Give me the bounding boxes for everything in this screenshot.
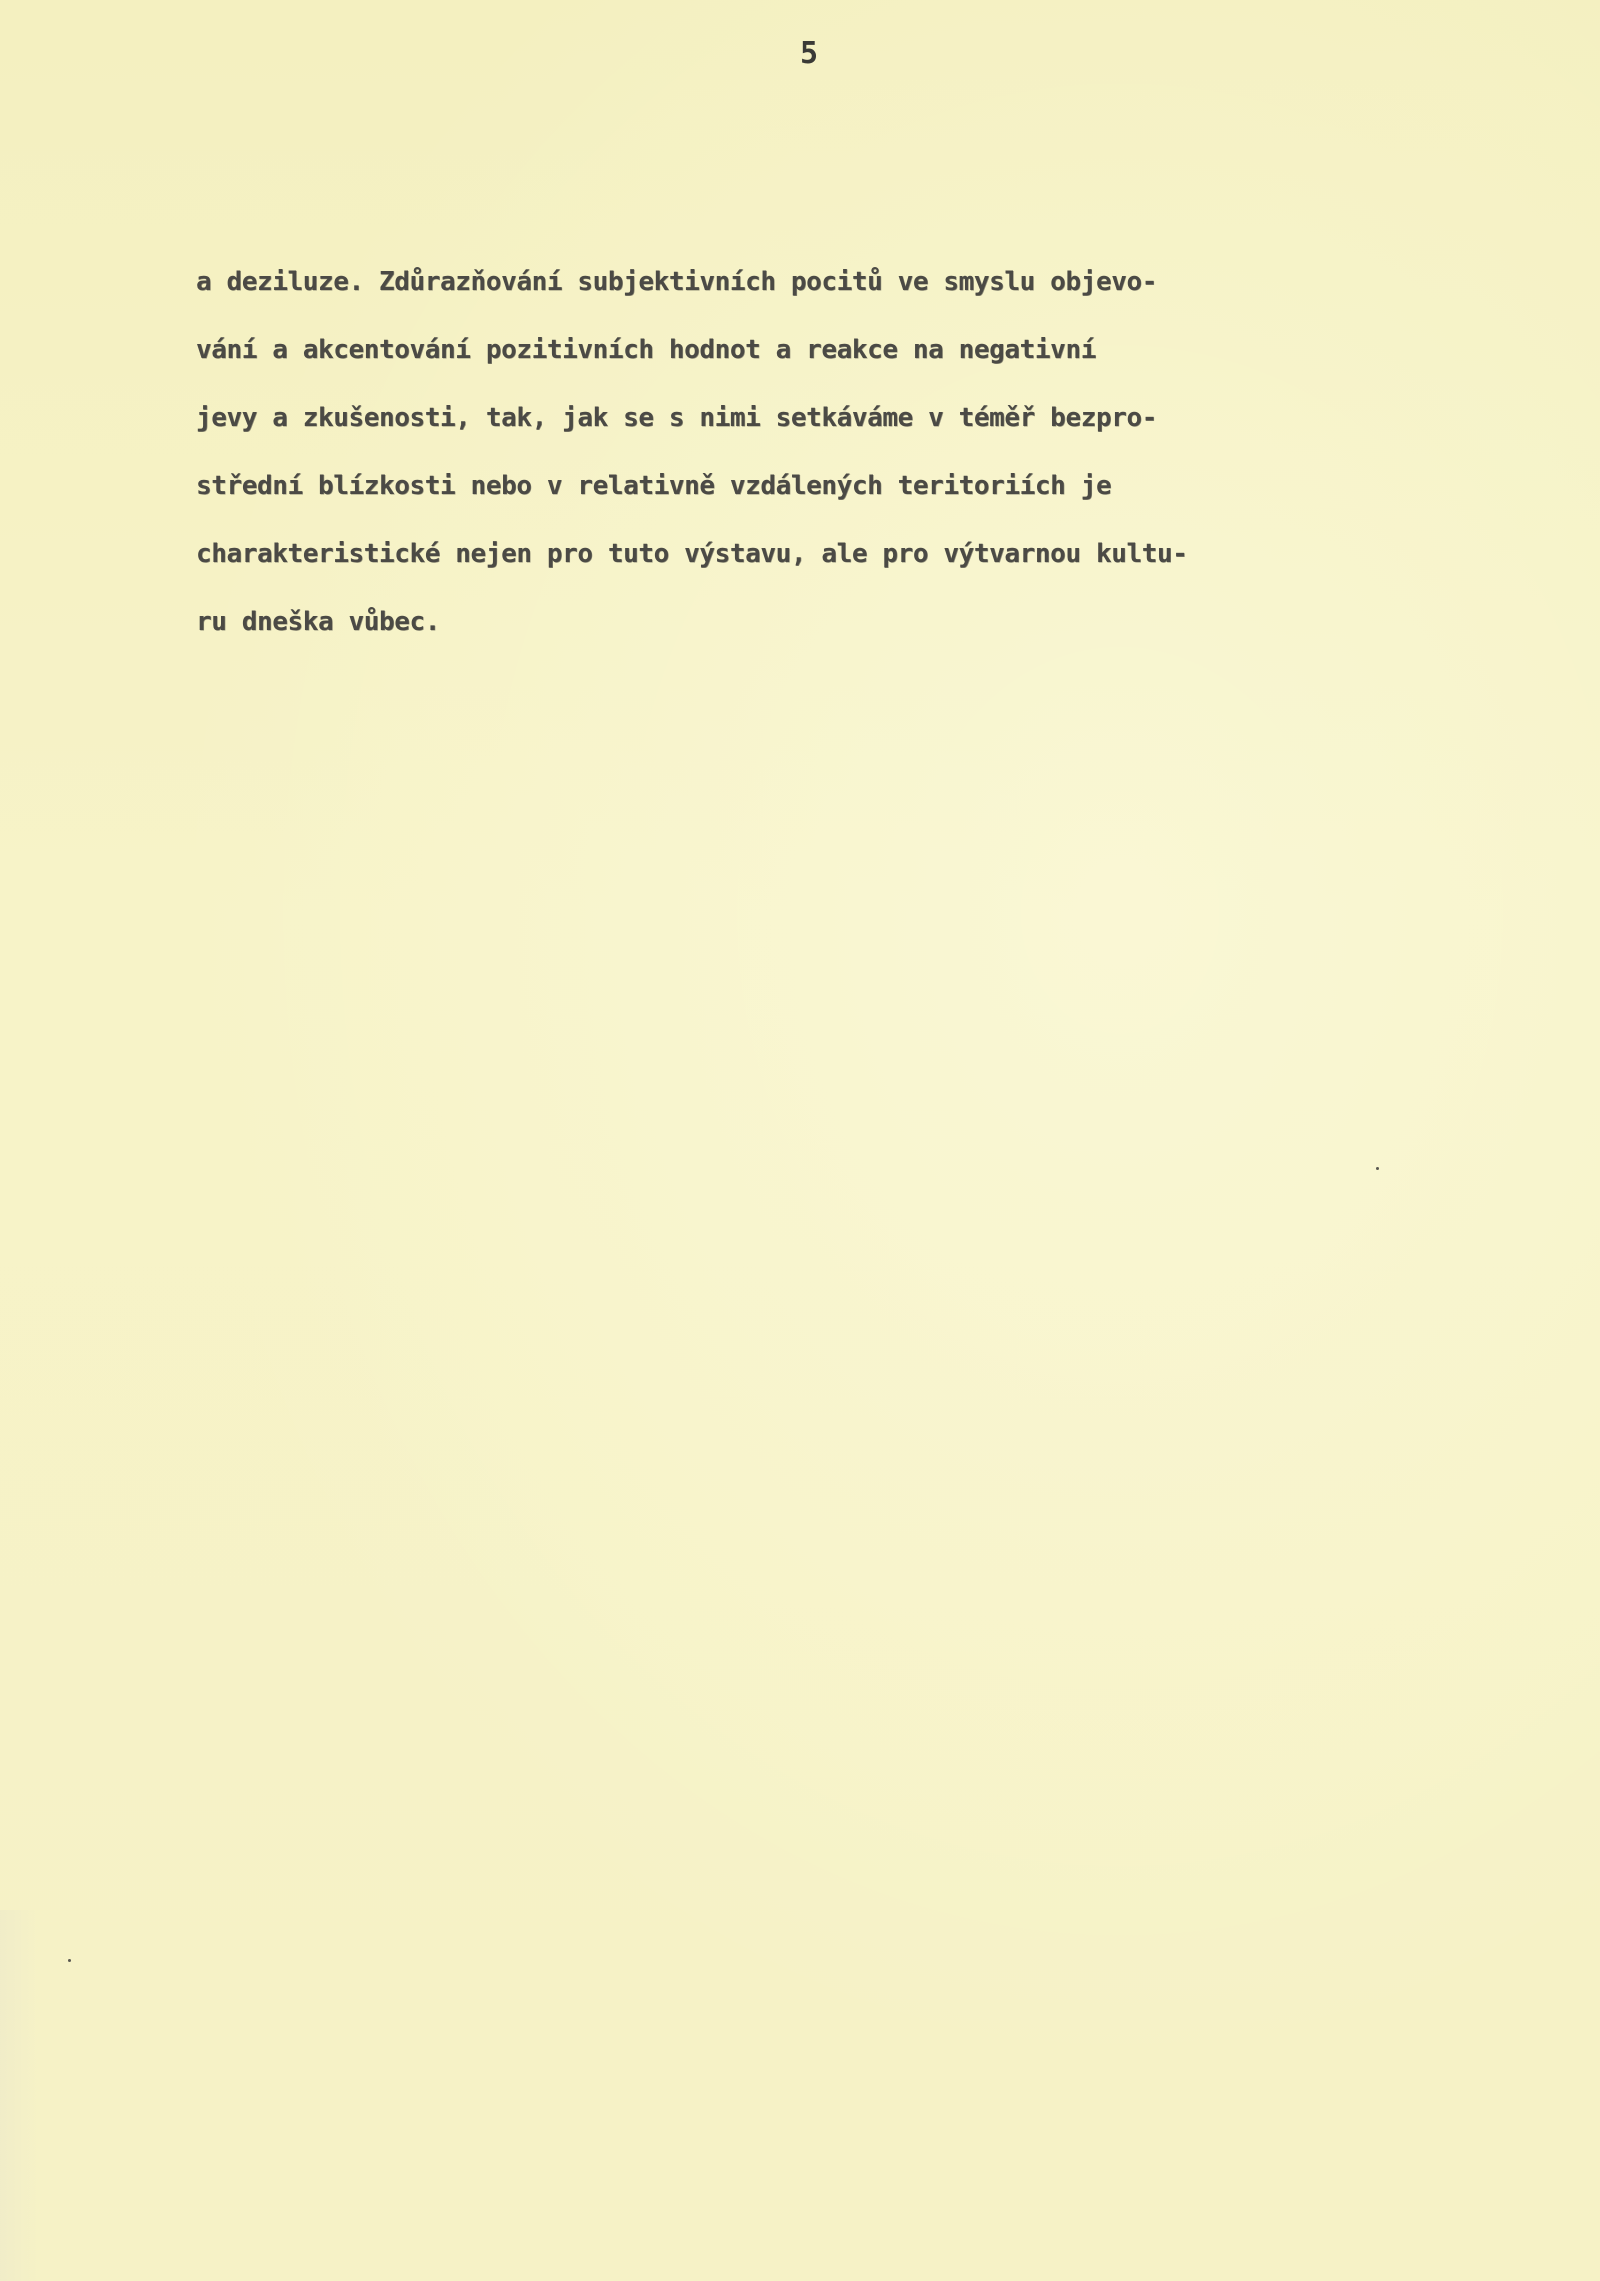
paragraph-line: jevy a zkušenosti, tak, jak se s nimi setkáváme v téměř bezpro- xyxy=(196,403,1157,433)
paper-speck xyxy=(1376,1167,1379,1170)
paper-fold-shadow xyxy=(0,1910,40,2281)
paragraph-line: střední blízkosti nebo v relativně vzdálených teritoriích je xyxy=(196,471,1112,501)
paragraph-line: charakteristické nejen pro tuto výstavu, ale pro výtvarnou kultu- xyxy=(196,539,1188,569)
paragraph-line: a deziluze. Zdůrazňování subjektivních pocitů ve smyslu objevo- xyxy=(196,267,1157,297)
paragraph-line: vání a akcentování pozitivních hodnot a reakce na negativní xyxy=(196,335,1096,365)
paragraph xyxy=(196,248,1516,656)
paper-speck xyxy=(68,1959,71,1962)
page-number: 5 xyxy=(800,36,819,71)
paragraph-line: ru dneška vůbec. xyxy=(196,607,441,637)
